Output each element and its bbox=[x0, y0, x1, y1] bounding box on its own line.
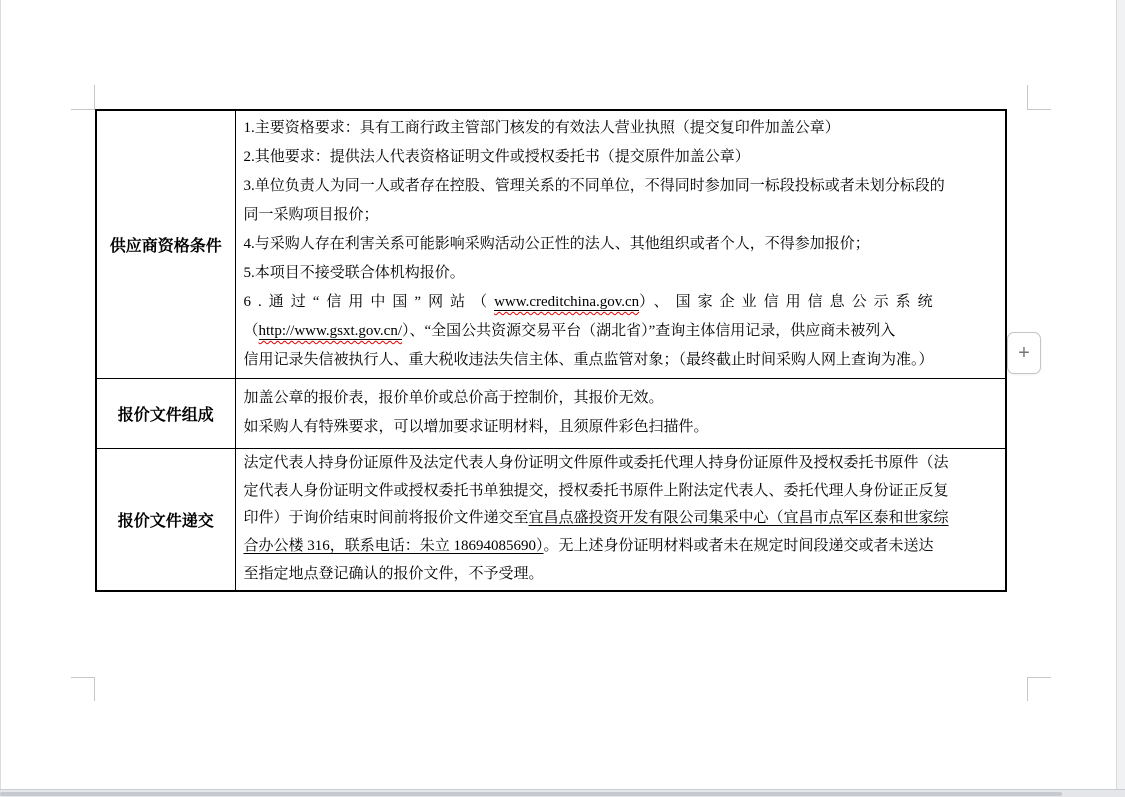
text-line bbox=[244, 505, 998, 533]
table-row bbox=[96, 378, 1006, 448]
text-line bbox=[244, 143, 998, 172]
row-content bbox=[235, 110, 1006, 378]
table-row bbox=[96, 110, 1006, 378]
qualification-table-body bbox=[96, 110, 1006, 591]
row-content bbox=[235, 378, 1006, 448]
text-run: 4.与采购人存在利害关系可能影响采购活动公正性的法人、其他组织或者个人，不得参加报价； bbox=[243, 235, 870, 252]
text-run: 如采购人有特殊要求，可以增加要求证明材料，且须原件彩色扫描件。 bbox=[243, 419, 709, 435]
text-run: （ bbox=[243, 322, 259, 339]
page-left-edge bbox=[0, 0, 1, 789]
text-run: 印件）于询价结束时间前将报价文件递交至 bbox=[243, 510, 529, 527]
text-line bbox=[244, 172, 998, 201]
text-run: 。无上述身份证明材料或者未在规定时间段递交或者未送达 bbox=[543, 538, 934, 555]
margin-mark-bottom-right-h bbox=[1027, 677, 1051, 678]
text-line bbox=[244, 413, 998, 442]
text-line bbox=[244, 288, 998, 317]
margin-mark-bottom-right-v bbox=[1027, 677, 1028, 701]
horizontal-scrollbar-track[interactable] bbox=[0, 789, 1125, 797]
row-label: 报价文件递交 bbox=[96, 448, 235, 591]
horizontal-scrollbar-thumb[interactable] bbox=[0, 792, 1062, 796]
text-line bbox=[244, 201, 998, 230]
text-run: 信用记录失信被执行人、重大税收违法失信主体、重点监管对象；（最终截止时间采购人网上查询为准。） bbox=[243, 351, 934, 368]
text-run: 2.其他要求：提供法人代表资格证明文件或授权委托书（提交原件加盖公章） bbox=[243, 148, 750, 165]
text-line bbox=[244, 478, 998, 506]
underlined-text: 宜昌点盛投资开发有限公司集采中心（宜昌市点军区泰和世家综 bbox=[528, 510, 949, 527]
margin-mark-top-left-v bbox=[94, 85, 95, 109]
text-line bbox=[244, 533, 998, 561]
margin-mark-bottom-left-h bbox=[71, 677, 95, 678]
margin-mark-top-right-h bbox=[1027, 109, 1051, 110]
vertical-scrollbar-track[interactable] bbox=[1116, 0, 1125, 789]
underlined-text: 合办公楼 316，联系电话：朱立 18694085690） bbox=[243, 538, 544, 555]
hyperlink-url[interactable]: http://www.gsxt.gov.cn/ bbox=[258, 322, 402, 339]
text-run: ）、国家企业信用信息公示系统 bbox=[639, 293, 940, 310]
text-run: 1.主要资格要求：具有工商行政主管部门核发的有效法人营业执照（提交复印件加盖公章） bbox=[243, 119, 840, 136]
text-run: 至指定地点登记确认的报价文件，不予受理。 bbox=[243, 565, 544, 582]
text-line bbox=[244, 450, 998, 478]
text-run: 6.通过“信用中国”网站（ bbox=[243, 293, 495, 310]
insert-row-button[interactable] bbox=[1007, 332, 1041, 374]
text-run: ）、“全国公共资源交易平台（湖北省）”查询主体信用记录，供应商未被列入 bbox=[401, 322, 896, 339]
text-run: 同一采购项目报价； bbox=[243, 206, 379, 223]
text-run: 加盖公章的报价表，报价单价或总价高于控制价，其报价无效。 bbox=[243, 390, 664, 406]
row-content bbox=[235, 448, 1006, 591]
text-line bbox=[244, 317, 998, 346]
text-line bbox=[244, 230, 998, 259]
text-line bbox=[244, 561, 998, 589]
text-run: 3.单位负责人为同一人或者存在控股、管理关系的不同单位，不得同时参加同一标段投标或者未划分标段的 bbox=[243, 177, 945, 194]
text-run: 法定代表人持身份证原件及法定代表人身份证明文件原件或委托代理人持身份证原件及授权委托书原件（法 bbox=[243, 455, 949, 472]
hyperlink-url[interactable]: www.creditchina.gov.cn bbox=[494, 293, 640, 310]
qualification-table bbox=[95, 109, 1007, 592]
text-line bbox=[244, 384, 998, 413]
margin-mark-bottom-left-v bbox=[94, 677, 95, 701]
margin-mark-top-right-v bbox=[1027, 85, 1028, 109]
row-label: 供应商资格条件 bbox=[96, 110, 235, 378]
text-line bbox=[244, 346, 998, 375]
margin-mark-top-left-h bbox=[71, 109, 95, 110]
text-run: 定代表人身份证明文件或授权委托书单独提交，授权委托书原件上附法定代表人、委托代理人身份证正反复 bbox=[243, 482, 949, 499]
row-label: 报价文件组成 bbox=[96, 378, 235, 448]
table-row bbox=[96, 448, 1006, 591]
text-line bbox=[244, 114, 998, 143]
text-line bbox=[244, 259, 998, 288]
plus-icon: + bbox=[1018, 341, 1030, 364]
text-run: 5.本项目不接受联合体机构报价。 bbox=[243, 264, 465, 281]
